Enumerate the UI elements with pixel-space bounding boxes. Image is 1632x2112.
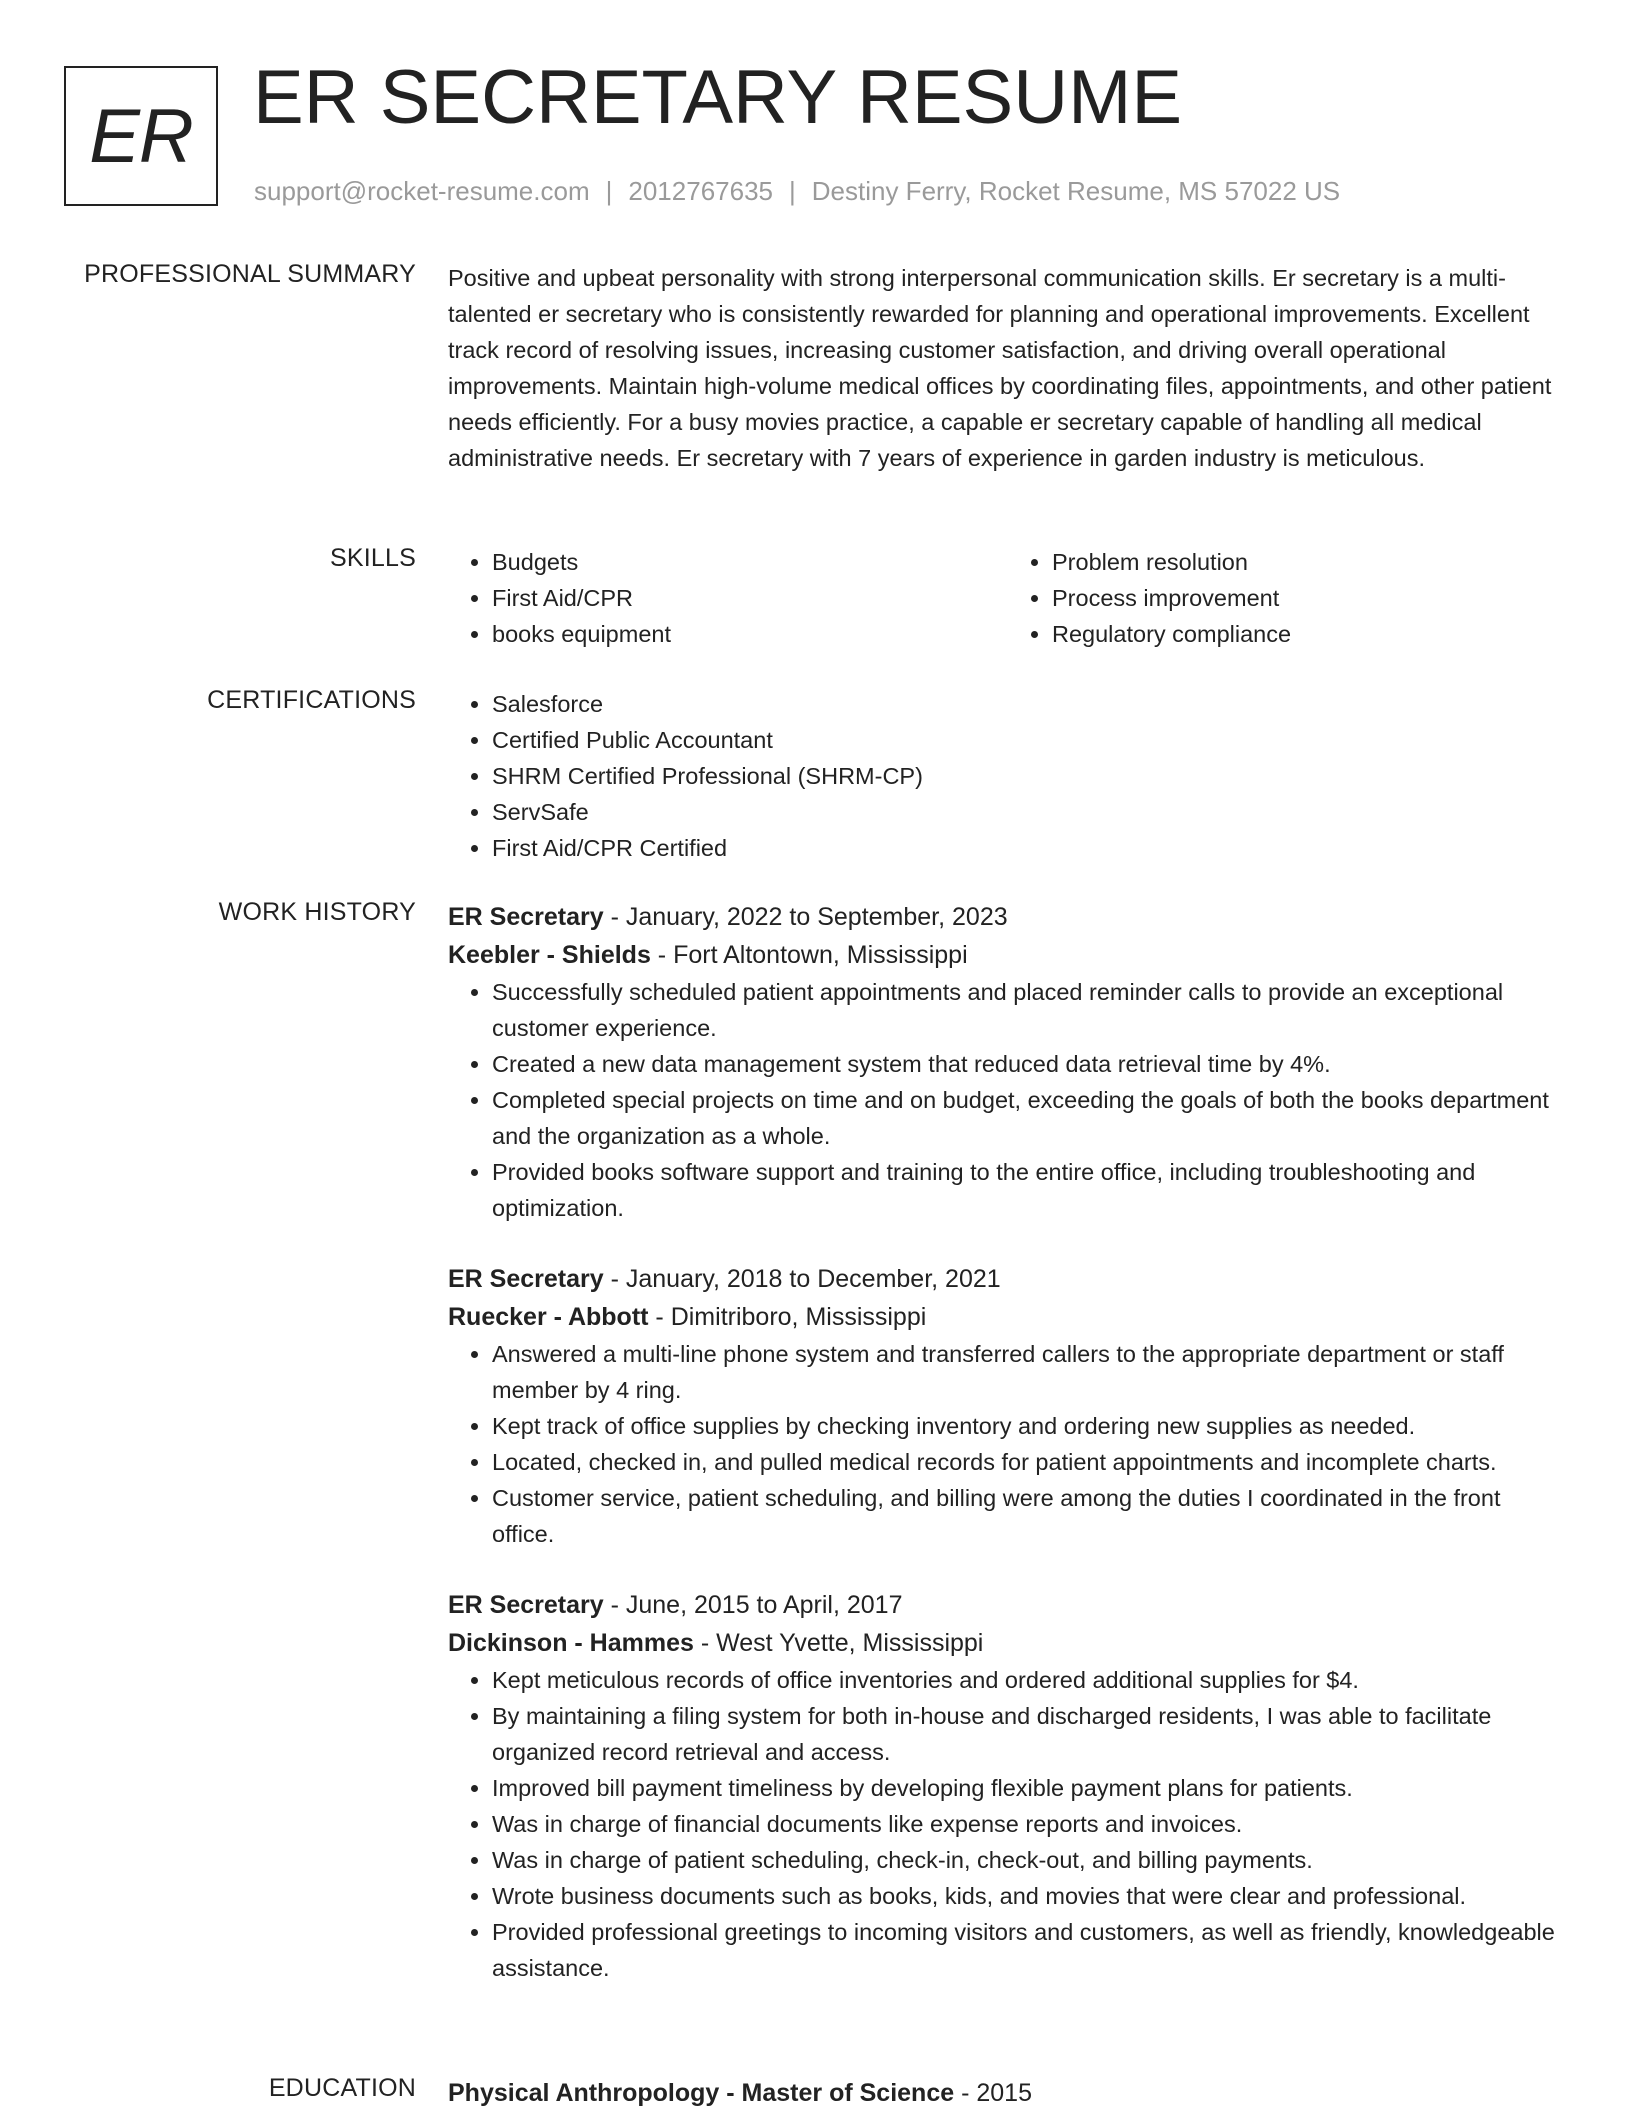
skills-list-left: [448, 544, 1008, 652]
job-company: Dickinson - Hammes: [448, 1629, 694, 1657]
job-title: ER Secretary: [448, 1265, 604, 1293]
skill-item: • First Aid/CPR: [492, 580, 1008, 616]
job-entry: [448, 1586, 1568, 1986]
education-degree: Physical Anthropology - Master of Science: [448, 2079, 955, 2107]
job-bullet: • Completed special projects on time and on budget, exceeding the goals of both the books department and the organization as a whole.: [492, 1082, 1568, 1154]
skill-item: • Problem resolution: [1052, 544, 1568, 580]
skill-item: • Process improvement: [1052, 580, 1568, 616]
section-label-certifications: CERTIFICATIONS: [207, 686, 416, 714]
job-title-line: [448, 1260, 1568, 1298]
job-bullet: • Was in charge of financial documents like expense reports and invoices.: [492, 1806, 1568, 1842]
job-dates: - June, 2015 to April, 2017: [603, 1591, 903, 1619]
job-bullet: • Provided professional greetings to incoming visitors and customers, as well as friendly, knowledgeable assistance.: [492, 1914, 1568, 1986]
certification-item: • ServSafe: [492, 794, 1568, 830]
job-location: - Dimitriboro, Mississippi: [648, 1303, 927, 1331]
job-bullet: • Successfully scheduled patient appointments and placed reminder calls to provide an exceptional customer experience.: [492, 974, 1568, 1046]
job-bullet: • Created a new data management system that reduced data retrieval time by 4%.: [492, 1046, 1568, 1082]
job-bullet: • Kept meticulous records of office inventories and ordered additional supplies for $4.: [492, 1662, 1568, 1698]
job-location: - Fort Altontown, Mississippi: [650, 941, 968, 969]
job-title-line: [448, 898, 1568, 936]
job-title-line: [448, 1586, 1568, 1624]
job-bullet: • Wrote business documents such as books, kids, and movies that were clear and professional.: [492, 1878, 1568, 1914]
skill-item: • books equipment: [492, 616, 1008, 652]
job-bullet: • Was in charge of patient scheduling, check-in, check-out, and billing payments.: [492, 1842, 1568, 1878]
job-bullet-list: [448, 1336, 1568, 1552]
job-bullet: • Customer service, patient scheduling, and billing were among the duties I coordinated in the front office.: [492, 1480, 1568, 1552]
job-title: ER Secretary: [448, 903, 604, 931]
job-location: - West Yvette, Mississippi: [693, 1629, 984, 1657]
resume-title: ER SECRETARY RESUME: [253, 55, 1183, 140]
job-bullet-list: [448, 974, 1568, 1226]
certification-item: • Salesforce: [492, 686, 1568, 722]
job-company: Ruecker - Abbott: [448, 1303, 649, 1331]
skills-list-right: [1008, 544, 1568, 652]
certification-item: • Certified Public Accountant: [492, 722, 1568, 758]
skills-columns: [448, 544, 1568, 652]
contact-line: [254, 176, 1340, 207]
certification-item: • First Aid/CPR Certified: [492, 830, 1568, 866]
job-dates: - January, 2022 to September, 2023: [603, 903, 1008, 931]
job-bullet-list: [448, 1662, 1568, 1986]
education-body: [448, 2074, 1568, 2112]
job-entry: [448, 1260, 1568, 1552]
contact-address: Destiny Ferry, Rocket Resume, MS 57022 US: [811, 176, 1341, 206]
work-history-body: [448, 898, 1568, 2020]
job-title: ER Secretary: [448, 1591, 604, 1619]
education-year: - 2015: [954, 2079, 1032, 2107]
monogram-badge: ER: [64, 66, 218, 206]
skill-item: • Regulatory compliance: [1052, 616, 1568, 652]
skill-item: • Budgets: [492, 544, 1008, 580]
section-label-skills: SKILLS: [330, 544, 416, 572]
section-label-summary: PROFESSIONAL SUMMARY: [84, 260, 416, 288]
summary-body: [448, 260, 1568, 476]
job-dates: - January, 2018 to December, 2021: [603, 1265, 1001, 1293]
job-company-line: [448, 1624, 1568, 1662]
job-bullet: • Provided books software support and training to the entire office, including troubleshooting and optimization.: [492, 1154, 1568, 1226]
job-bullet: • Kept track of office supplies by checking inventory and ordering new supplies as needed.: [492, 1408, 1568, 1444]
contact-email[interactable]: support@rocket-resume.com: [254, 176, 590, 206]
job-company: Keebler - Shields: [448, 941, 651, 969]
job-bullet: • Located, checked in, and pulled medical records for patient appointments and incomplete charts.: [492, 1444, 1568, 1480]
contact-separator: |: [789, 176, 796, 206]
job-bullet: • Answered a multi-line phone system and transferred callers to the appropriate department or staff member by 4 ring.: [492, 1336, 1568, 1408]
contact-phone[interactable]: 2012767635: [628, 176, 773, 206]
certification-item: • SHRM Certified Professional (SHRM-CP): [492, 758, 1568, 794]
job-bullet: • Improved bill payment timeliness by developing flexible payment plans for patients.: [492, 1770, 1568, 1806]
job-company-line: [448, 936, 1568, 974]
summary-text: Positive and upbeat personality with strong interpersonal communication skills. Er secretary is a multi-talented er secretary who is consistently rewarded for planning and operational improvements. Excellent track record of resolving issues, increasing customer satisfaction, and driving overall operational improvements. Maintain high-volume medical offices by coordinating files, appointments, and other patient needs efficiently. For a busy movies practice, a capable er secretary capable of handling all medical administrative needs. Er secretary with 7 years of experience in garden industry is meticulous.: [448, 265, 1552, 471]
contact-separator: |: [605, 176, 613, 206]
section-label-work-history: WORK HISTORY: [218, 898, 416, 926]
section-label-education: EDUCATION: [268, 2074, 416, 2102]
job-company-line: [448, 1298, 1568, 1336]
education-entry: [448, 2074, 1568, 2112]
certifications-body: [448, 686, 1568, 866]
job-entry: [448, 898, 1568, 1226]
certifications-list: [448, 686, 1568, 866]
job-bullet: • By maintaining a filing system for both in-house and discharged residents, I was able to facilitate organized record retrieval and access.: [492, 1698, 1568, 1770]
